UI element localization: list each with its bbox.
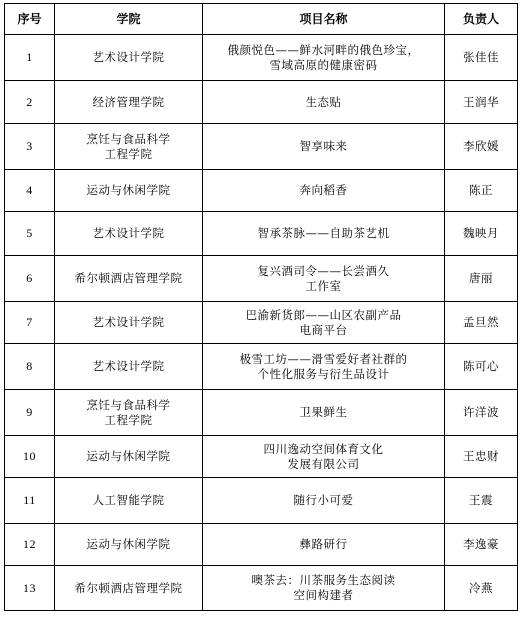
cell-serial-number-text: 7	[26, 315, 33, 329]
cell-leader-text: 李逸豪	[463, 537, 499, 551]
table-row	[5, 212, 518, 256]
cell-college-text: 运动与休闲学院	[86, 449, 171, 463]
cell-college	[55, 566, 203, 611]
cell-leader-text: 陈可心	[463, 359, 499, 373]
cell-college-text: 希尔顿酒店管理学院	[74, 580, 183, 595]
cell-project-name	[203, 124, 445, 170]
cell-project-name-text: 四川逸动空间体育文化 发展有限公司	[263, 441, 384, 471]
header-serial-number: 序号	[5, 4, 55, 35]
cell-leader	[445, 170, 518, 212]
cell-leader-text: 王忠财	[463, 449, 499, 463]
cell-leader-text: 王润华	[463, 94, 499, 109]
cell-serial-number	[5, 81, 55, 124]
cell-college	[55, 302, 203, 344]
cell-serial-number	[5, 170, 55, 212]
cell-leader-text: 魏映月	[463, 226, 499, 240]
cell-project-name-text: 智承茶脉——自助茶艺机	[257, 226, 390, 240]
cell-project-name	[203, 170, 445, 212]
cell-project-name	[203, 390, 445, 436]
cell-leader	[445, 524, 518, 566]
cell-serial-number-text: 12	[23, 537, 36, 551]
cell-serial-number	[5, 436, 55, 478]
cell-serial-number	[5, 35, 55, 81]
cell-leader	[445, 124, 518, 170]
cell-serial-number-text: 4	[26, 183, 33, 197]
cell-serial-number	[5, 524, 55, 566]
cell-college-text: 烹饪与食品科学 工程学院	[86, 397, 171, 427]
cell-college	[55, 256, 203, 302]
cell-serial-number-text: 11	[23, 493, 36, 507]
cell-serial-number	[5, 124, 55, 170]
cell-college	[55, 212, 203, 256]
cell-project-name	[203, 344, 445, 390]
table-row	[5, 478, 518, 524]
table-row	[5, 390, 518, 436]
cell-college-text: 运动与休闲学院	[86, 183, 171, 197]
cell-serial-number	[5, 390, 55, 436]
cell-serial-number-text: 3	[26, 139, 33, 153]
cell-project-name	[203, 256, 445, 302]
cell-college-text: 艺术设计学院	[92, 50, 165, 64]
cell-project-name-text: 极雪工坊——滑雪爱好者社群的 个性化服务与衍生品设计	[239, 351, 408, 381]
cell-leader	[445, 35, 518, 81]
cell-project-name	[203, 478, 445, 524]
table-body	[5, 35, 518, 611]
table-header-row	[5, 4, 518, 35]
table-row	[5, 170, 518, 212]
table-row	[5, 35, 518, 81]
cell-serial-number	[5, 212, 55, 256]
project-table	[4, 3, 518, 611]
cell-project-name-text: 复兴酒司令——长尝酒久 工作室	[257, 263, 390, 293]
cell-college	[55, 344, 203, 390]
cell-leader-text: 陈正	[469, 183, 493, 197]
cell-project-name	[203, 566, 445, 611]
cell-college	[55, 436, 203, 478]
cell-college	[55, 81, 203, 124]
cell-college-text: 艺术设计学院	[92, 315, 165, 329]
cell-leader	[445, 436, 518, 478]
cell-serial-number-text: 2	[26, 94, 33, 109]
cell-project-name	[203, 436, 445, 478]
cell-college-text: 人工智能学院	[92, 493, 165, 507]
cell-project-name-text: 随行小可爱	[293, 493, 354, 507]
cell-serial-number-text: 13	[23, 580, 36, 595]
cell-college	[55, 124, 203, 170]
cell-serial-number-text: 9	[26, 405, 33, 419]
cell-leader	[445, 302, 518, 344]
cell-college-text: 艺术设计学院	[92, 359, 165, 373]
cell-serial-number-text: 5	[26, 226, 33, 240]
cell-leader-text: 许洋波	[463, 405, 499, 419]
cell-serial-number	[5, 478, 55, 524]
table-row	[5, 566, 518, 611]
cell-serial-number	[5, 566, 55, 611]
cell-college-text: 希尔顿酒店管理学院	[74, 271, 183, 285]
cell-college-text: 烹饪与食品科学 工程学院	[86, 131, 171, 161]
cell-project-name-text: 俄颜悦色——鲜水河畔的俄色珍宝， 雪域高原的健康密码	[227, 42, 420, 72]
cell-project-name-text: 奔向稻香	[299, 183, 348, 197]
cell-leader	[445, 566, 518, 611]
cell-leader	[445, 212, 518, 256]
cell-leader-text: 张佳佳	[463, 50, 499, 64]
cell-college	[55, 390, 203, 436]
cell-leader	[445, 81, 518, 124]
cell-leader-text: 孟旦然	[463, 315, 499, 329]
cell-project-name-text: 生态贴	[305, 94, 342, 109]
cell-leader-text: 王震	[469, 493, 493, 507]
cell-leader-text: 冷燕	[469, 580, 493, 595]
cell-college	[55, 524, 203, 566]
cell-project-name-text: 巴渝新货郎——山区农副产品 电商平台	[245, 307, 402, 337]
cell-leader	[445, 256, 518, 302]
cell-leader-text: 李欣媛	[463, 139, 499, 153]
cell-serial-number-text: 1	[26, 50, 33, 64]
cell-serial-number-text: 8	[26, 359, 33, 373]
cell-serial-number-text: 10	[23, 449, 36, 463]
cell-project-name	[203, 302, 445, 344]
cell-serial-number-text: 6	[26, 271, 33, 285]
header-college: 学院	[55, 4, 203, 35]
cell-leader	[445, 390, 518, 436]
cell-project-name	[203, 81, 445, 124]
table-row	[5, 344, 518, 390]
cell-college-text: 经济管理学院	[92, 94, 165, 109]
cell-project-name	[203, 35, 445, 81]
cell-leader-text: 唐丽	[469, 271, 493, 285]
table-row	[5, 124, 518, 170]
cell-serial-number	[5, 302, 55, 344]
cell-leader	[445, 344, 518, 390]
header-leader: 负责人	[445, 4, 518, 35]
table-row	[5, 524, 518, 566]
table-row	[5, 436, 518, 478]
cell-serial-number	[5, 256, 55, 302]
cell-project-name	[203, 524, 445, 566]
cell-college-text: 运动与休闲学院	[86, 537, 171, 551]
header-project-name: 项目名称	[203, 4, 445, 35]
cell-project-name-text: 彝路研行	[299, 537, 348, 551]
cell-project-name-text: 卫果鲜生	[299, 405, 348, 419]
cell-leader	[445, 478, 518, 524]
cell-project-name-text: 噢茶去：川茶服务生态阅读 空间构建者	[251, 573, 396, 602]
cell-college	[55, 35, 203, 81]
cell-college	[55, 170, 203, 212]
table-row	[5, 302, 518, 344]
table-row	[5, 81, 518, 124]
table-row	[5, 256, 518, 302]
cell-college	[55, 478, 203, 524]
cell-serial-number	[5, 344, 55, 390]
cell-project-name-text: 智享味来	[299, 139, 348, 153]
cell-college-text: 艺术设计学院	[92, 226, 165, 240]
cell-project-name	[203, 212, 445, 256]
